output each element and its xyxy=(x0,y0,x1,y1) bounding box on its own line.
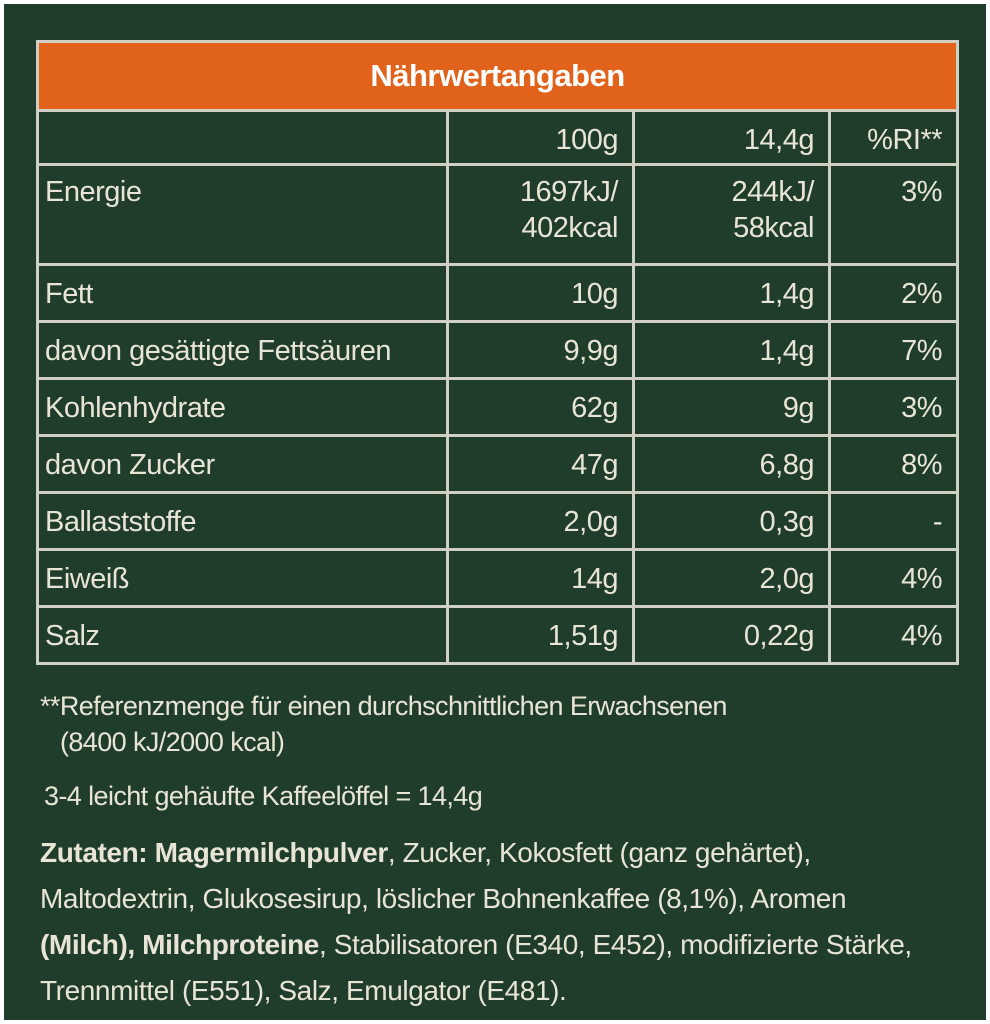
row-label: davon Zucker xyxy=(38,436,448,493)
energy-serving xyxy=(634,165,830,265)
row-serving: 1,4g xyxy=(634,322,830,379)
row-serving: 0,3g xyxy=(634,493,830,550)
table-row xyxy=(38,322,958,379)
row-per100: 2,0g xyxy=(448,493,634,550)
row-ri: 4% xyxy=(830,607,958,664)
energy-per100-kj: 1697kJ/ xyxy=(519,176,618,208)
row-per100: 14g xyxy=(448,550,634,607)
row-ri: - xyxy=(830,493,958,550)
ingredients-label: Zutaten: xyxy=(40,837,148,868)
ingredient-bold-milch: (Milch), Milchproteine xyxy=(40,929,319,960)
energy-serving-kcal: 58kcal xyxy=(733,212,814,244)
energy-serving-kj: 244kJ/ xyxy=(731,176,814,208)
table-row xyxy=(38,265,958,322)
header-ri: %RI** xyxy=(830,111,958,165)
footnote-line2: (8400 kJ/2000 kcal) xyxy=(60,727,285,757)
row-serving: 2,0g xyxy=(634,550,830,607)
ri-footnote xyxy=(40,688,960,760)
row-serving: 6,8g xyxy=(634,436,830,493)
row-ri: 7% xyxy=(830,322,958,379)
table-row-energie xyxy=(38,165,958,265)
ingredients-part1: , Zucker, Kokosfett (ganz gehärtet), Maltodextrin, Glukosesirup, löslicher Bohnenkaffee (8,1%), Aromen xyxy=(40,837,847,914)
row-label: Eiweiß xyxy=(38,550,448,607)
row-per100: 9,9g xyxy=(448,322,634,379)
ingredients-part2: , Stabilisatoren (E340, E452), modifizierte Stärke, Trennmittel (E551), Salz, Emulgator (E481). xyxy=(40,929,912,1006)
row-serving: 9g xyxy=(634,379,830,436)
header-serving: 14,4g xyxy=(634,111,830,165)
row-per100: 10g xyxy=(448,265,634,322)
row-ri: 3% xyxy=(830,379,958,436)
row-label: Energie xyxy=(38,165,448,265)
row-per100: 47g xyxy=(448,436,634,493)
ingredient-bold-magermilchpulver: Magermilchpulver xyxy=(154,837,388,868)
serving-note: 3-4 leicht gehäufte Kaffeelöffel = 14,4g xyxy=(44,781,483,811)
row-per100: 1,51g xyxy=(448,607,634,664)
column-header-row xyxy=(38,111,958,165)
energy-per100-kcal: 402kcal xyxy=(521,212,618,244)
table-title: Nährwertangaben xyxy=(38,42,958,111)
row-ri: 8% xyxy=(830,436,958,493)
row-serving: 0,22g xyxy=(634,607,830,664)
energy-ri: 3% xyxy=(830,165,958,265)
row-label: Salz xyxy=(38,607,448,664)
table-row xyxy=(38,607,958,664)
row-per100: 62g xyxy=(448,379,634,436)
row-ri: 2% xyxy=(830,265,958,322)
nutrition-table xyxy=(36,40,959,665)
row-label: Fett xyxy=(38,265,448,322)
row-label: Kohlenhydrate xyxy=(38,379,448,436)
header-100g: 100g xyxy=(448,111,634,165)
footnote-line1: **Referenzmenge für einen durchschnittlichen Erwachsenen xyxy=(40,691,727,721)
row-label: davon gesättigte Fettsäuren xyxy=(38,322,448,379)
header-empty xyxy=(38,111,448,165)
row-serving: 1,4g xyxy=(634,265,830,322)
table-row xyxy=(38,493,958,550)
ingredients-text xyxy=(40,830,945,1014)
table-row xyxy=(38,550,958,607)
row-label: Ballaststoffe xyxy=(38,493,448,550)
table-row xyxy=(38,379,958,436)
table-row xyxy=(38,436,958,493)
energy-per100 xyxy=(448,165,634,265)
row-ri: 4% xyxy=(830,550,958,607)
nutrition-panel xyxy=(4,4,986,1020)
